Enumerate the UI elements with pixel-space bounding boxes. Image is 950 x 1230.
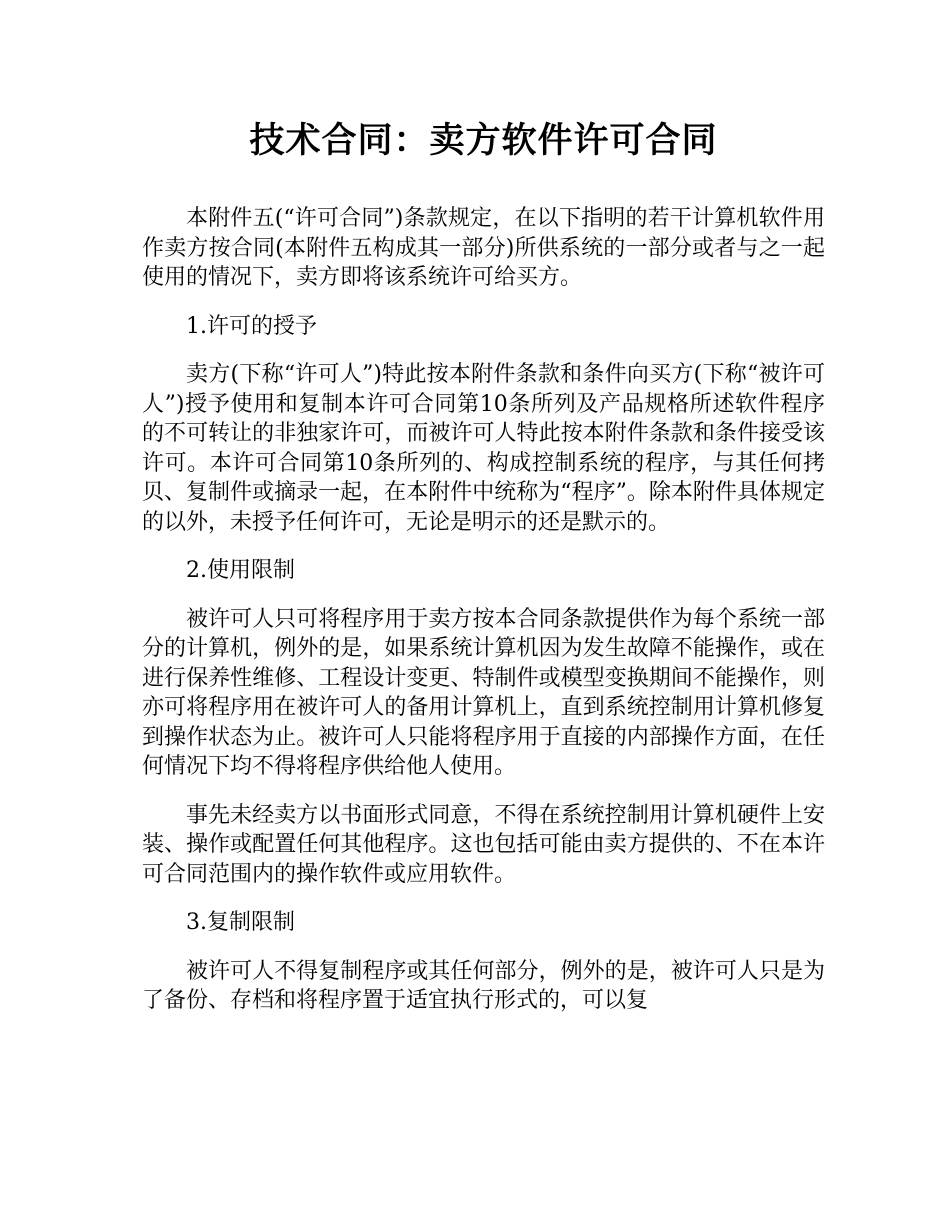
document-page bbox=[142, 0, 825, 1230]
section-1-paragraph: 卖方(下称“许可人”)特此按本附件条款和条件向买方(下称“被许可人”)授予使用和复制本许可合同第10条所列及产品规格所述软件程序的不可转让的非独家许可，而被许可人特此按本附件条款和条件接受该许可。本许可合同第10条所列的、构成控制系统的程序，与其任何拷贝、复制件或摘录一起，在本附件中统称为“程序”。除本附件具体规定的以外，未授予任何许可，无论是明示的还是默示的。 bbox=[142, 362, 825, 535]
section-1-heading: 1.许可的授予 bbox=[186, 313, 317, 339]
section-2-paragraph-2: 事先未经卖方以书面形式同意，不得在系统控制用计算机硬件上安装、操作或配置任何其他程序。这也包括可能由卖方提供的、不在本许可合同范围内的操作软件或应用软件。 bbox=[142, 802, 825, 887]
section-2-paragraph-1: 被许可人只可将程序用于卖方按本合同条款提供作为每个系统一部分的计算机，例外的是，如果系统计算机因为发生故障不能操作，或在进行保养性维修、工程设计变更、特制件或模型变换期间不能操作，则亦可将程序用在被许可人的备用计算机上，直到系统控制用计算机修复到操作状态为止。被许可人只能将程序用于直接的内部操作方面，在任何情况下均不得将程序供给他人使用。 bbox=[142, 606, 825, 779]
section-3-paragraph: 被许可人不得复制程序或其任何部分，例外的是，被许可人只是为了备份、存档和将程序置于适宜执行形式的，可以复 bbox=[142, 958, 825, 1013]
section-2-heading: 2.使用限制 bbox=[186, 558, 295, 583]
intro-paragraph: 本附件五(“许可合同”)条款规定，在以下指明的若干计算机软件用作卖方按合同(本附件五构成其一部分)所供系统的一部分或者与之一起使用的情况下，卖方即将该系统许可给买方。 bbox=[142, 206, 825, 290]
section-3-heading: 3.复制限制 bbox=[186, 910, 295, 935]
document-body bbox=[142, 204, 825, 1035]
document-title: 技术合同：卖方软件许可合同 bbox=[249, 121, 718, 161]
